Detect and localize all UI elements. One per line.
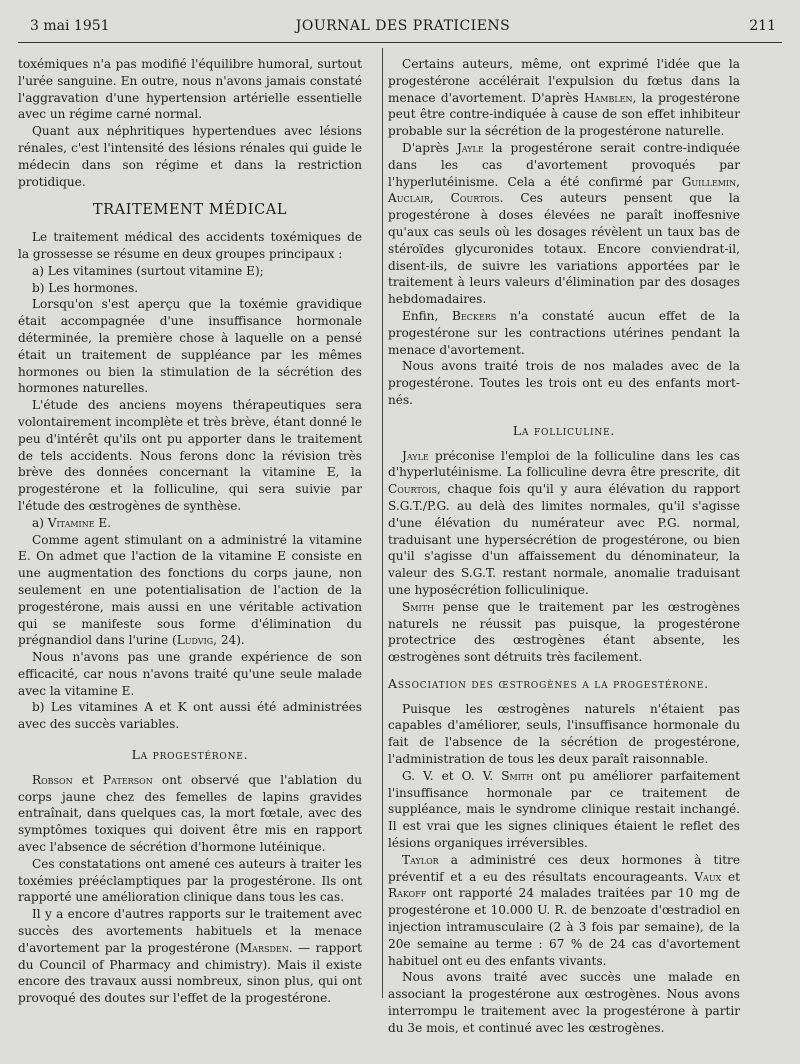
- paragraph: Taylor a administré ces deux hormones à titre préventif et a eu des résultats encourageants. Vaux et Rakoff ont rapporté 24 malades traitées par 10 mg de progestérone et 10.000 U. R. de benzoate d'œstradiol en injection intramusculaire (2 à 3 fois par semaine), de la 20e semaine au terme : 67 % de 24 cas d'avortement habituel ont eu des enfants vivants.: [388, 852, 740, 968]
- paragraph: Nous avons traité avec succès une malade en associant la progestérone aux œstrogènes. Nous avons interrompu le traitement avec la progestérone à partir du 3e mois, et continué avec les œstrogènes.: [388, 970, 740, 1035]
- paragraph: Lorsqu'on s'est aperçu que la toxémie gravidique était accompagnée d'une insuffisance hormonale déterminée, la première chose à laquelle on a pensé était un traitement de suppléance par les mêmes hormones ou bien la stimulation de la sécrétion des hormones naturelles.: [18, 297, 362, 396]
- paragraph: Jayle préconise l'emploi de la folliculine dans les cas d'hyperlutéinisme. La folliculine devra être prescrite, dit Courtois, chaque fois qu'il y aura élévation du rapport S.G.T./P.G. au delà des limites normales, qu'il s'agisse d'une élévation du numérateur avec P.G. normal, traduisant une hypersécrétion de progestérone, ou bien qu'il s'agisse d'un affaissement du dénominateur, la valeur des S.G.T. restant normale, anomalie traduisant une hyposécrétion folliculinique.: [388, 448, 740, 597]
- paragraph: Ces constatations ont amené ces auteurs à traiter les toxémies prééclamptiques par la progestérone. Ils ont rapporté une amélioration clinique dans tous les cas.: [18, 856, 362, 905]
- paragraph: Certains auteurs, même, ont exprimé l'idée que la progestérone accélérait l'expulsion du fœtus dans la menace d'avortement. D'après Hamblen, la progestérone peut être contre-indiquée à cause de son effet inhibiteur probable sur la sécrétion de la progestérone naturelle.: [388, 57, 741, 139]
- paragraph: Smith pense que le traitement par les œstrogènes naturels ne réussit pas puisque, la progestérone protectrice des œstrogènes étant absente, les œstrogènes sont détruits très facilement.: [388, 599, 740, 665]
- left-column: [18, 56, 362, 1007]
- paragraph: Il y a encore d'autres rapports sur le traitement avec succès des avortements habituels et la menace d'avortement par la progestérone (Marsden. — rapport du Council of Pharmacy and chimistry). Mais il existe encore des travaux aussi nombreux, sinon plus, qui ont provoqué des doutes sur l'effet de la progestérone.: [18, 907, 362, 1006]
- paragraph: b) Les vitamines A et K ont aussi été administrées avec des succès variables.: [18, 700, 362, 732]
- paragraph: Enfin, Beckers n'a constaté aucun effet de la progestérone sur les contractions utérines pendant la menace d'avortement.: [388, 308, 740, 357]
- paragraph: L'étude des anciens moyens thérapeutiques sera volontairement incomplète et très brève, étant donné le peu d'intérêt qu'ils ont pu apporter dans le traitement de tels accidents. Nous ferons donc la révision très brève des données concernant la vitamine E, la progestérone et la folliculine, qui sera suivie par l'étude des œstrogènes de synthèse.: [18, 398, 362, 513]
- section-heading-folliculine: La folliculine.: [512, 422, 616, 438]
- paragraph: Puisque les œstrogènes naturels n'étaient pas capables d'améliorer, seuls, l'insuffisance hormonale du fait de l'absence de la sécrétion de progestérone, l'administration de tous les deux paraît raisonnable.: [388, 701, 740, 767]
- page-number: 211: [749, 18, 776, 34]
- paragraph: Nous avons traité trois de nos malades avec de la progestérone. Toutes les trois ont eu des enfants mort-nés.: [388, 359, 740, 407]
- page-header: [30, 16, 776, 40]
- paragraph: Le traitement médical des accidents toxémiques de la grossesse se résume en deux groupes principaux :: [18, 230, 362, 261]
- paragraph: toxémiques n'a pas modifié l'équilibre humoral, surtout l'urée sanguine. En outre, nous n'avons jamais constaté l'aggravation d'une hypertension artérielle essentielle avec un régime carné normal.: [18, 57, 362, 122]
- paragraph: Quant aux néphritiques hypertendues avec lésions rénales, c'est l'intensité des lésions rénales qui guide le médecin dans son régime et dans la restriction protidique.: [18, 124, 362, 189]
- subheading-vitamine-e: a) Vitamine E.: [32, 515, 112, 530]
- section-heading-progesterone: La progestérone.: [131, 747, 249, 763]
- column-rule: [382, 48, 383, 998]
- section-heading-association: Association des œstrogènes a la progestérone.: [388, 675, 709, 691]
- list-item: a) Les vitamines (surtout vitamine E);: [32, 263, 264, 278]
- journal-title: JOURNAL DES PRATICIENS: [295, 18, 511, 34]
- paragraph: Nous n'avons pas une grande expérience de son efficacité, car nous n'avons traité qu'une seule malade avec la vitamine E.: [18, 650, 362, 698]
- header-rule: [18, 42, 782, 43]
- paragraph: D'après Jayle la progestérone serait contre-indiquée dans les cas d'avortement provoqués par l'hyperlutéinisme. Cela a été confirmé par Guillemin, Auclair, Courtois. Ces auteurs pensent que la progestérone à doses élevées ne paraît inoffesnive qu'aux cas seuls où les dosages révèlent un taux bas de stéroïdes glycuronides totaux. Encore conviendrat-il, disent-ils, de suivre les variations apportées par le traitement à leurs valeurs d'élimination par des dosages hebdomadaires.: [388, 140, 741, 307]
- paragraph: Robson et Paterson ont observé que l'ablation du corps jaune chez des femelles de lapins gravides entraînait, dans quelques cas, la mort fœtale, avec des symptômes toxiques qui doivent être mis en rapport avec l'absence de sécrétion d'hormone lutéinique.: [18, 772, 362, 855]
- list-item: b) Les hormones.: [32, 280, 139, 295]
- right-column: [388, 56, 740, 1037]
- paragraph: G. V. et O. V. Smith ont pu améliorer parfaitement l'insuffisance hormonale par ce traitement de suppléance, mais le syndrome clinique restait inchangé. Il est vrai que les signes cliniques étaient le reflet des lésions organiques irréversibles.: [388, 768, 740, 851]
- section-heading-traitement: TRAITEMENT MÉDICAL: [92, 202, 288, 219]
- paragraph: Comme agent stimulant on a administré la vitamine E. On admet que l'action de la vitamine E consiste en une augmentation des fonctions du corps jaune, non seulement en une potentialisation de l'action de la progestérone, mais aussi en une véritable activation qui se manifeste sous forme d'élimination du prégnandiol dans l'urine (Ludvig, 24).: [18, 532, 362, 648]
- issue-date: 3 mai 1951: [30, 18, 110, 34]
